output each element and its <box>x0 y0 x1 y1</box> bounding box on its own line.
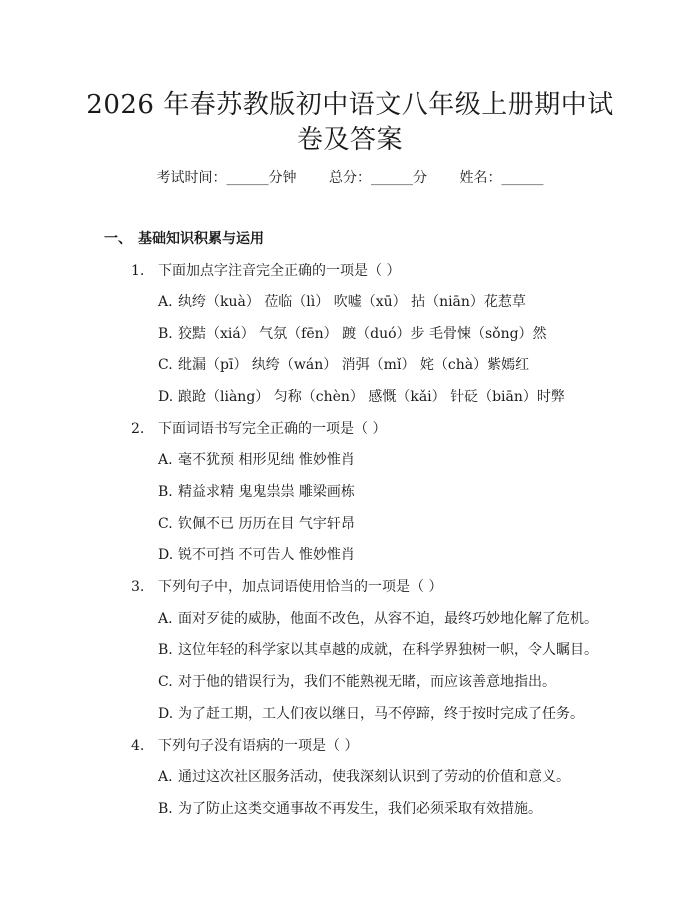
section-heading <box>104 229 264 249</box>
question-text: 下列句子没有语病的一项是（ ） <box>158 738 359 754</box>
question <box>131 577 442 597</box>
option-label: A. <box>158 294 173 310</box>
question-number: 1. <box>131 263 145 279</box>
option-label: D. <box>158 706 174 722</box>
option <box>158 482 355 502</box>
option-text: 对于他的错误行为，我们不能熟视无睹，而应该善意地指出。 <box>178 674 556 690</box>
option-label: C. <box>158 674 173 690</box>
option-text: 面对歹徒的威胁，他面不改色，从容不迫，最终巧妙地化解了危机。 <box>178 611 598 627</box>
option <box>158 640 598 660</box>
exam-time: 考试时间：______分钟 <box>156 170 297 186</box>
question <box>131 736 358 756</box>
option-text: 锐不可挡 不可告人 惟妙惟肖 <box>178 547 355 563</box>
option-text: 纰漏（pī） 纨绔（wán） 消弭（mǐ） 姹（chà）紫嫣红 <box>178 357 530 373</box>
option-label: A. <box>158 452 173 468</box>
option <box>158 324 547 344</box>
question-number: 3. <box>131 579 145 595</box>
option <box>158 799 542 819</box>
option <box>158 514 355 534</box>
option-label: B. <box>158 484 173 500</box>
option <box>158 355 529 375</box>
option-label: D. <box>158 547 174 563</box>
option <box>158 292 526 312</box>
option-text: 毫不犹预 相形见绌 惟妙惟肖 <box>178 452 355 468</box>
exam-score: 总分：______分 <box>329 170 427 186</box>
page-title: 2026 年春苏教版初中语文八年级上册期中试 <box>86 90 614 120</box>
page-title-continued: 卷及答案 <box>296 125 403 155</box>
option-label: C. <box>158 516 173 532</box>
question-number: 2. <box>131 421 145 437</box>
option <box>158 767 570 787</box>
option-text: 通过这次社区服务活动，使我深刻认识到了劳动的价值和意义。 <box>178 769 570 785</box>
question <box>131 419 386 439</box>
option-label: D. <box>158 389 174 405</box>
option-text: 钦佩不已 历历在目 气宇轩昂 <box>178 516 355 532</box>
option-text: 纨绔（kuà） 莅临（lì） 吹嘘（xū） 拈（niān）花惹草 <box>178 294 526 310</box>
option-text: 为了赶工期，工人们夜以继日，马不停蹄，终于按时完成了任务。 <box>178 706 584 722</box>
option-label: A. <box>158 611 173 627</box>
option-text: 这位年轻的科学家以其卓越的成就，在科学界独树一帜，令人瞩目。 <box>178 642 598 658</box>
question <box>131 261 400 281</box>
option <box>158 672 556 692</box>
option <box>158 387 565 407</box>
section-title: 基础知识积累与运用 <box>138 231 264 247</box>
question-text: 下面加点字注音完全正确的一项是（ ） <box>158 263 401 279</box>
option-label: B. <box>158 801 173 817</box>
option <box>158 545 355 565</box>
option-label: B. <box>158 642 173 658</box>
question-text: 下列句子中，加点词语使用恰当的一项是（ ） <box>158 579 443 595</box>
option-text: 为了防止这类交通事故不再发生，我们必须采取有效措施。 <box>178 801 542 817</box>
option-text: 精益求精 鬼鬼祟祟 雕梁画栋 <box>178 484 355 500</box>
option <box>158 450 355 470</box>
question-number: 4. <box>131 738 145 754</box>
option-label: C. <box>158 357 173 373</box>
question-text: 下面词语书写完全正确的一项是（ ） <box>158 421 387 437</box>
option <box>158 609 598 629</box>
option-label: B. <box>158 326 173 342</box>
option-text: 狡黠（xiá） 气氛（fēn） 踱（duó）步 毛骨悚（sǒng）然 <box>178 326 547 342</box>
option <box>158 704 584 724</box>
exam-info <box>0 167 700 189</box>
option-label: A. <box>158 769 173 785</box>
option-text: 踉跄（liàng） 匀称（chèn） 感慨（kǎi） 针砭（biān）时弊 <box>178 389 565 405</box>
exam-name: 姓名：______ <box>459 170 544 186</box>
section-number: 一、 <box>104 231 132 247</box>
